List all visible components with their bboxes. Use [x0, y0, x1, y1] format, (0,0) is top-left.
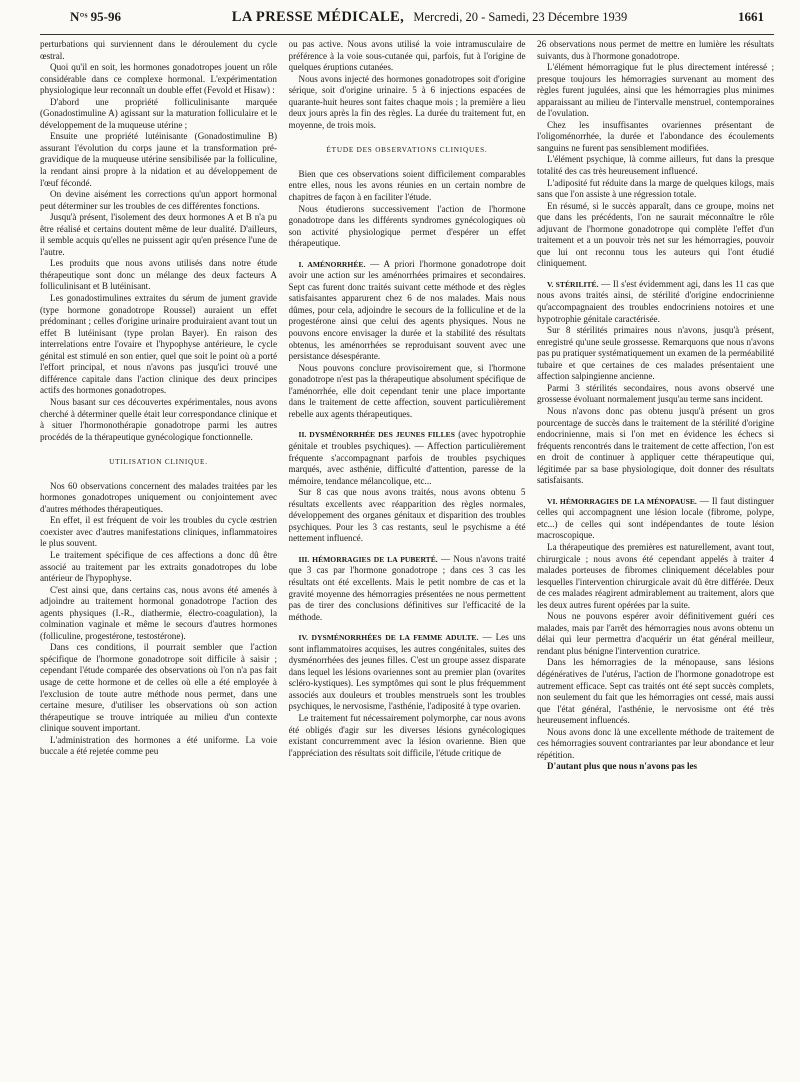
- paragraph: En résumé, si le succès apparaît, dans ce groupe, moins net que dans les précédents, l'on ne saurait méconnaître le rôle adjuvant de l'hormone gonadotrope qui complète l'effet d'un traitement et a un pouvoir très net sur les hémorragies, pouvoir que lui ont reconnu tous les auteurs qui l'ont étudié cliniquement.: [537, 200, 774, 269]
- subsection-text: — Nous n'avons traité que 3 cas par l'hormone gonadotrope ; dans ces 3 cas les résultats ont été excellents. Mais le petit nombre de cas et la gravité moyenne des hémorragies présentées ne nous permettent pas de tirer des conclusions définitives sur l'efficacité de la méthode.: [288, 553, 526, 622]
- subsection-label: IV. DYSMÉNORRHÉES DE LA FEMME ADULTE.: [298, 633, 479, 643]
- paragraph: Les produits que nous avons utilisés dans notre étude thérapeutique sont donc un mélange des deux facteurs A folliculinisant et B lutéinisant.: [40, 258, 277, 292]
- page-header: [40, 0, 774, 35]
- subsection-amenorrhee: [289, 259, 526, 363]
- paragraph: Chez les insuffisantes ovariennes présentant de l'oligoménorrhée, la durée et l'abondance des écoulements sanguins ne furent pas sensiblement modifiées.: [537, 119, 774, 153]
- paragraph: D'abord une propriété folliculinisante marquée (Gonadostimuline A) agissant sur la maturation folliculaire et le développement de la muqueuse utérine ;: [40, 96, 277, 130]
- paragraph: Nous pouvons conclure provisoirement que, si l'hormone gonadotrope n'est pas la thérapeutique absolument spécifique de l'aménorrhée, elle doit cependant tenir une place importante dans le traitement de cette affection, souvent particulièrement rebelle aux agents thérapeutiques.: [288, 362, 526, 419]
- subsection-label: I. AMÉNORRHÉE.: [298, 259, 366, 269]
- page-number: 1661: [737, 9, 764, 24]
- paragraph: Quoi qu'il en soit, les hormones gonadotropes jouent un rôle considérable dans ce complexe hormonal. L'expérimentation physiologique leur reconnaît un double effet (Fevold et Hisaw) :: [40, 62, 277, 96]
- text-columns: [40, 39, 774, 1075]
- column-3: [537, 39, 774, 1075]
- paragraph: La thérapeutique des premières est naturellement, avant tout, chirurgicale ; nous avons été cependant appelés à traiter 4 malades porteuses de fibromes cliniquement décelables pour lesquelles l'intervention chirurgicale avait dû être différée. Deux de ces malades réagirent admirablement au traitement, alors que les deux autres furent opérées par la suite.: [537, 541, 774, 610]
- paragraph: L'adiposité fut réduite dans la marge de quelques kilogs, mais sans que l'on assiste à une régression totale.: [537, 177, 774, 200]
- paragraph: Jusqu'à présent, l'isolement des deux hormones A et B n'a pu être réalisé et certains doutent même de leur dualité. D'ailleurs, il semble acquis qu'elles ne puissent agir qu'en présence l'une de l'autre.: [40, 212, 277, 257]
- column-2: [289, 39, 526, 1075]
- paragraph: L'élément psychique, là comme ailleurs, fut dans la presque totalité des cas très heureusement influencé.: [537, 154, 774, 177]
- paragraph: perturbations qui surviennent dans le déroulement du cycle œstral.: [40, 39, 277, 61]
- subsection-label: II. DYSMÉNORRHÉE DES JEUNES FILLES: [298, 430, 455, 440]
- masthead: [232, 9, 627, 26]
- paragraph: ou pas active. Nous avons utilisé la voie intramusculaire de préférence à la voie sous-cutanée qui, parfois, fut à l'origine de quelques éruptions cutanées.: [288, 39, 526, 73]
- paragraph: Les gonadostimulines extraites du sérum de jument gravide (type hormone gonadotrope Roussel) auraient un effet prédominant ; celles d'origine urinaire produiraient avant tout un effet B lutéinisant (type prolan Bayer). En raison des interrelations entre l'ovaire et l'hypophyse antérieure, le cycle génital est stimulé en son entier, quel que soit le point où a porté l'effort principal, et nous n'avons pas jusqu'ici trouvé une différence capitale dans l'action clinique des deux principes actifs des hormones gonadotropes.: [40, 293, 277, 396]
- paragraph: Nous n'avons donc pas obtenu jusqu'à présent un gros pourcentage de succès dans le traitement de la stérilité d'origine endocrinienne, mais si l'on met en évidence les échecs si fréquents rencontrés dans le traitement de cette affection, l'on est en droit de continuer à appliquer cette thérapeutique qui, légitimée par sa base physiologique, doit donner des résultats satisfaisants.: [537, 405, 774, 486]
- subsection-hemorragies-menopause: [537, 496, 774, 542]
- paragraph: C'est ainsi que, dans certains cas, nous avons été amenés à adjoindre au traitement hormonal gonadotrope l'action des agents physiques (I.-R., diathermie, électro-coagulation), la colmination vaginale et même le secours d'autres hormones (folliculine, progestérone, testostérone).: [40, 584, 277, 641]
- paragraph: Nous avons donc là une excellente méthode de traitement de ces hémorragies souvent contrariantes par leur abondance et leur répétition.: [537, 726, 774, 760]
- paragraph: Ensuite une propriété lutéinisante (Gonadostimuline B) assurant l'évolution du corps jaune et la transformation pré-gravidique de la muqueuse utérine sensibilisée par la folliculine, la rendant ainsi propre à la nidation et au développement de l'œuf fécondé.: [40, 131, 277, 188]
- subsection-hemorragies-puberte: [289, 554, 526, 623]
- paragraph: L'administration des hormones a été uniforme. La voie buccale a été rejetée comme peu: [40, 734, 277, 757]
- paragraph: On devine aisément les corrections qu'un apport hormonal peut déterminer sur les troubles de ces différentes fonctions.: [40, 189, 277, 211]
- subsection-text: — A priori l'hormone gonadotrope doit avoir une action sur les aménorrhées primaires et secondaires. Sept cas furent donc traités suivant cette méthode et des règles satisfaisantes apparurent chez 6 de nos malades. Mais nous dûmes, pour cela, adjoindre le secours de la folliculine et de la progestérone ainsi que celui des agents physiques. Nous ne pouvons encore envisager la durée et la stabilité des résultats obtenus, les aménorrhées se reproduisant souvent avec une persistance désespérante.: [288, 258, 526, 362]
- paragraph: Nous étudierons successivement l'action de l'hormone gonadotrope dans les différents syndromes gynécologiques où son activité physiologique permet d'espérer un effet thérapeutique.: [288, 203, 526, 249]
- paragraph: L'élément hémorragique fut le plus directement intéressé ; presque toujours les hémorragies survenant au moment des règles furent jugulées, ainsi que les hémorragies plus minimes apparaissant au milieu de l'intervalle menstruel, contemporaines de l'ovulation.: [537, 62, 774, 119]
- paragraph: Nous avons injecté des hormones gonadotropes soit d'origine sérique, soit d'origine urinaire. 5 à 6 injections espacées de quarante-huit heures sont faites chaque mois ; la première a lieu deux jours après la fin des règles. La durée du traitement fut, en moyenne, de trois mois.: [288, 73, 526, 130]
- paragraph: Bien que ces observations soient difficilement comparables entre elles, nous les avons réunies en un certain nombre de chapitres de façon à en faciliter l'étude.: [288, 168, 526, 203]
- issue-date: Mercredi, 20 - Samedi, 23 Décembre 1939: [413, 9, 628, 24]
- paragraph: Nos 60 observations concernent des malades traitées par les hormones gonadotropes uniquement ou conjointement avec d'autres méthodes thérapeutiques.: [40, 480, 277, 514]
- subsection-text: — Les uns sont inflammatoires acquises, les autres congénitales, suites des dysménorrhées des jeunes filles. C'est un groupe assez disparate dans lequel les lésions ovariennes sont au premier plan (ovarites scléro-kystiques). Les symptômes qui sont le plus fréquemment associés aux douleurs et troubles menstruels sont les troubles psychiques, le nervosisme, l'asthénie, l'adiposité à type ovarien.: [288, 632, 526, 712]
- paragraph: Parmi 3 stérilités secondaires, nous avons observé une grossesse évoluant normalement jusqu'au terme sans incident.: [537, 382, 774, 405]
- issue-number: N°ˢ 95-96: [70, 9, 121, 24]
- paragraph: Dans ces conditions, il pourrait sembler que l'action spécifique de l'hormone gonadotrope soit difficile à saisir ; cependant l'étude comparée des observations où l'on n'a pas fait usage de cette hormone et de celles où elle a été employée à l'exclusion de toute autre méthode nous permet, dans une certaine mesure, d'utiliser les observations où son action thérapeutique se trouve intriquée au milieu d'un contexte clinique souvent important.: [40, 642, 277, 734]
- paragraph: Dans les hémorragies de la ménopause, sans lésions dégénératives de l'utérus, l'action de l'hormone gonadotrope est autrement efficace. Sept cas traités ont été sept succès complets, non seulement du fait que les hémorragies ont cessé, mais aussi que l'état général, l'asthénie, le nervosisme ont été très heureusement influencés.: [537, 657, 774, 726]
- paragraph: Le traitement spécifique de ces affections a donc dû être associé au traitement par les extraits gonadotropes du lobe antérieur de l'hypophyse.: [40, 549, 277, 584]
- journal-title: LA PRESSE MÉDICALE,: [231, 8, 405, 25]
- paragraph: Le traitement fut nécessairement polymorphe, car nous avons été obligés d'agir sur les diverses lésions gynécologiques existant concurremment avec la lésion ovarienne. Bien que l'appréciation des résultats soit difficile, l'étude critique de: [288, 712, 526, 758]
- paragraph: D'autant plus que nous n'avons pas les: [547, 761, 698, 772]
- subsection-label: VI. HÉMORRAGIES DE LA MÉNOPAUSE.: [547, 496, 697, 506]
- paragraph: Nous basant sur ces découvertes expérimentales, nous avons cherché à déterminer quelle était leur correspondance clinique et à situer l'hormonothérapie gonadotrope parmi les autres procédés de la thérapeutique gynécologique fonctionnelle.: [40, 396, 277, 442]
- subsection-text: (avec hypotrophie génitale et troubles psychiques). — Affection particulièrement fréquente s'accompagnant parfois de troubles psychiques marqués, avec asthénie, difficulté d'attention, paresse de la mémoire, tendance mélancolique, etc...: [288, 429, 526, 486]
- subsection-text: — Il faut distinguer celles qui accompagnent une lésion locale (fibrome, polype, etc...) de celles qui sont indépendantes de toute lésion macroscopique.: [537, 495, 774, 541]
- column-1: [40, 39, 277, 1075]
- subsection-label: V. STÉRILITÉ.: [547, 279, 599, 289]
- paragraph: 26 observations nous permet de mettre en lumière les résultats suivants, dus à l'hormone gonadotrope.: [537, 39, 774, 61]
- subsection-label: III. HÉMORRAGIES DE LA PUBERTÉ.: [298, 554, 438, 564]
- subsection-dysmenorrhee-adulte: [289, 632, 526, 713]
- paragraph: Nous ne pouvons espérer avoir définitivement guéri ces malades, mais par l'arrêt des hémorragies nous avons obtenu un délai qui leur permettra d'acquérir un état général meilleur, rendant plus bénigne l'intervention curatrice.: [537, 611, 774, 656]
- subsection-sterilite: [537, 279, 774, 325]
- paragraph: En effet, il est fréquent de voir les troubles du cycle œstrien coexister avec d'autres manifestations cliniques, inflammatoires le plus souvent.: [40, 515, 277, 549]
- paragraph: Sur 8 cas que nous avons traités, nous avons obtenu 5 résultats excellents avec réapparition des règles normales, développement des organes génitaux et disparition des troubles psychiques. Pour les 3 cas restants, seul le psychisme a été nettement influencé.: [288, 487, 526, 544]
- section-heading: ÉTUDE DES OBSERVATIONS CLINIQUES.: [326, 146, 488, 155]
- subsection-text: — Il s'est évidemment agi, dans les 11 cas que nous avons traités ainsi, de stérilité d'origine endocrinienne qu'accompagnaient des troubles endocriniens notoires et une hypotrophie génitale caractérisée.: [537, 278, 774, 324]
- paragraph: Sur 8 stérilités primaires nous n'avons, jusqu'à présent, enregistré qu'une seule grossesse. Remarquons que nous n'avons pas pu pratiquer systématiquement un examen de la perméabilité tubaire et que certaines de ces malades présentaient une affection salpingienne ancienne.: [537, 325, 774, 382]
- section-heading: UTILISATION CLINIQUE.: [109, 458, 208, 467]
- subsection-dysmenorrhee-jeunes: [289, 429, 526, 487]
